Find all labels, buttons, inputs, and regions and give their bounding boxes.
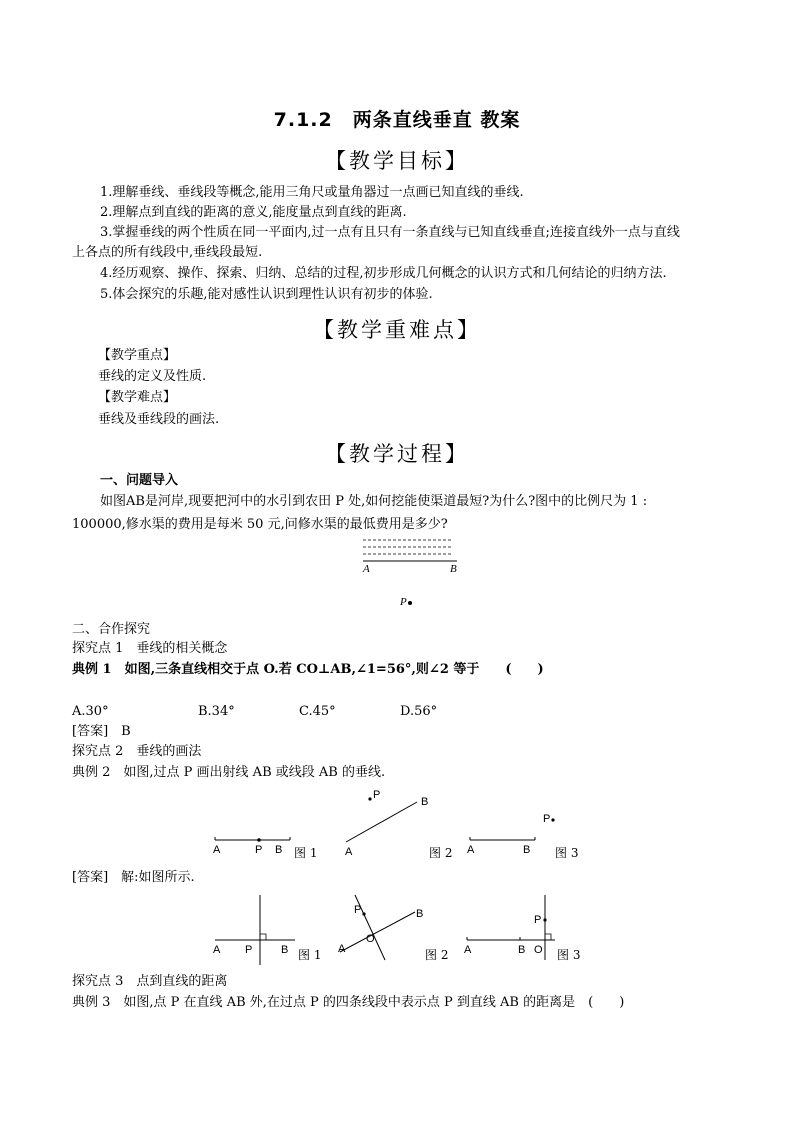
explore-point-2: 探究点 2 垂线的画法 (72, 744, 202, 759)
section-objectives: 【教学目标】 (325, 149, 469, 173)
objective-2: 2.理解点到直线的距离的意义,能度量点到直线的距离. (100, 205, 407, 220)
a1-label-p: P (245, 944, 253, 956)
focus-heading: 【教学重点】 (98, 348, 177, 363)
example-3: 典例 3 如图,点 P 在直线 AB 外,在过点 P 的四条线段中表示点 P 到直线 AB 的距离是 ( ) (72, 995, 625, 1010)
river-label-p: P (400, 596, 407, 608)
option-c: C.45° (299, 704, 336, 719)
objective-4: 4.经历观察、操作、探索、归纳、总结的过程,初步形成几何概念的认识方式和几何结论的归纳方法. (100, 266, 667, 281)
difficulty-text: 垂线及垂线段的画法. (98, 412, 220, 427)
answer-2: [答案] 解:如图所示. (72, 870, 195, 885)
a2-label-a: A (338, 943, 346, 955)
part1-heading: 一、问题导入 (100, 473, 179, 488)
a1-caption: 图 1 (298, 948, 322, 962)
example-2: 典例 2 如图,过点 P 画出射线 AB 或线段 AB 的垂线. (72, 765, 386, 780)
page-title: 7.1.2 两条直线垂直 教案 (273, 109, 521, 131)
a2-caption: 图 2 (425, 948, 449, 962)
section-key-points: 【教学重难点】 (313, 318, 481, 342)
part1-text-1: 如图AB是河岸,现要把河中的水引到农田 P 处,如何挖能使渠道最短?为什么?图中的比例尺为 1 : (100, 494, 648, 509)
q3-caption: 图 3 (555, 846, 579, 860)
part1-text-2: 100000,修水渠的费用是每米 50 元,问修水渠的最低费用是多少? (72, 517, 448, 532)
difficulty-heading: 【教学难点】 (98, 390, 177, 405)
q2-label-b: B (421, 796, 429, 808)
q1-caption: 图 1 (294, 846, 318, 860)
q3-label-a: A (467, 844, 475, 856)
q1-label-b: B (275, 844, 283, 856)
river-label-b: B (450, 563, 457, 575)
a3-label-p: P (534, 914, 542, 926)
q3-label-b: B (523, 844, 531, 856)
a1-label-a: A (213, 944, 221, 956)
option-b: B.34° (198, 704, 235, 719)
q2-label-a: A (345, 846, 353, 858)
objective-5: 5.体会探究的乐趣,能对感性认识到理性认识有初步的体验. (100, 287, 433, 302)
river-label-a: A (363, 563, 370, 575)
question-figures (205, 785, 605, 865)
a3-label-a: A (464, 944, 472, 956)
part2-heading: 二、合作探究 (72, 622, 151, 637)
answer-1: [答案] B (72, 724, 131, 739)
example-1: 典例 1 如图,三条直线相交于点 O.若 CO⊥AB,∠1=56°,则∠2 等于 ( ) (72, 662, 544, 677)
q2-caption: 图 2 (429, 846, 453, 860)
answer-figures (205, 890, 605, 970)
explore-point-3: 探究点 3 点到直线的距离 (72, 974, 228, 989)
q1-label-p: P (255, 844, 263, 856)
option-d: D.56° (400, 704, 438, 719)
focus-text: 垂线的定义及性质. (98, 369, 207, 384)
q2-label-p: P (373, 789, 381, 801)
section-process: 【教学过程】 (325, 442, 469, 466)
a2-label-o: O (366, 933, 375, 945)
objective-3-cont: 上各点的所有线段中,垂线段最短. (72, 245, 263, 260)
objective-3: 3.掌握垂线的两个性质在同一平面内,过一点有且只有一条直线与已知直线垂直;连接直线外一点与直线 (100, 225, 680, 240)
objective-1: 1.理解垂线、垂线段等概念,能用三角尺或量角器过一点画已知直线的垂线. (100, 185, 524, 200)
river-figure (355, 535, 465, 610)
option-a: A.30° (72, 704, 109, 719)
a2-label-p: P (354, 904, 362, 916)
explore-point-1: 探究点 1 垂线的相关概念 (72, 641, 228, 656)
a1-label-b: B (281, 944, 289, 956)
q3-label-p: P (543, 813, 551, 825)
a3-caption: 图 3 (557, 948, 581, 962)
a3-label-b: B (518, 944, 526, 956)
a2-label-b: B (416, 908, 424, 920)
point-p (408, 601, 412, 605)
q1-label-a: A (213, 844, 221, 856)
a3-label-o: O (534, 944, 543, 956)
